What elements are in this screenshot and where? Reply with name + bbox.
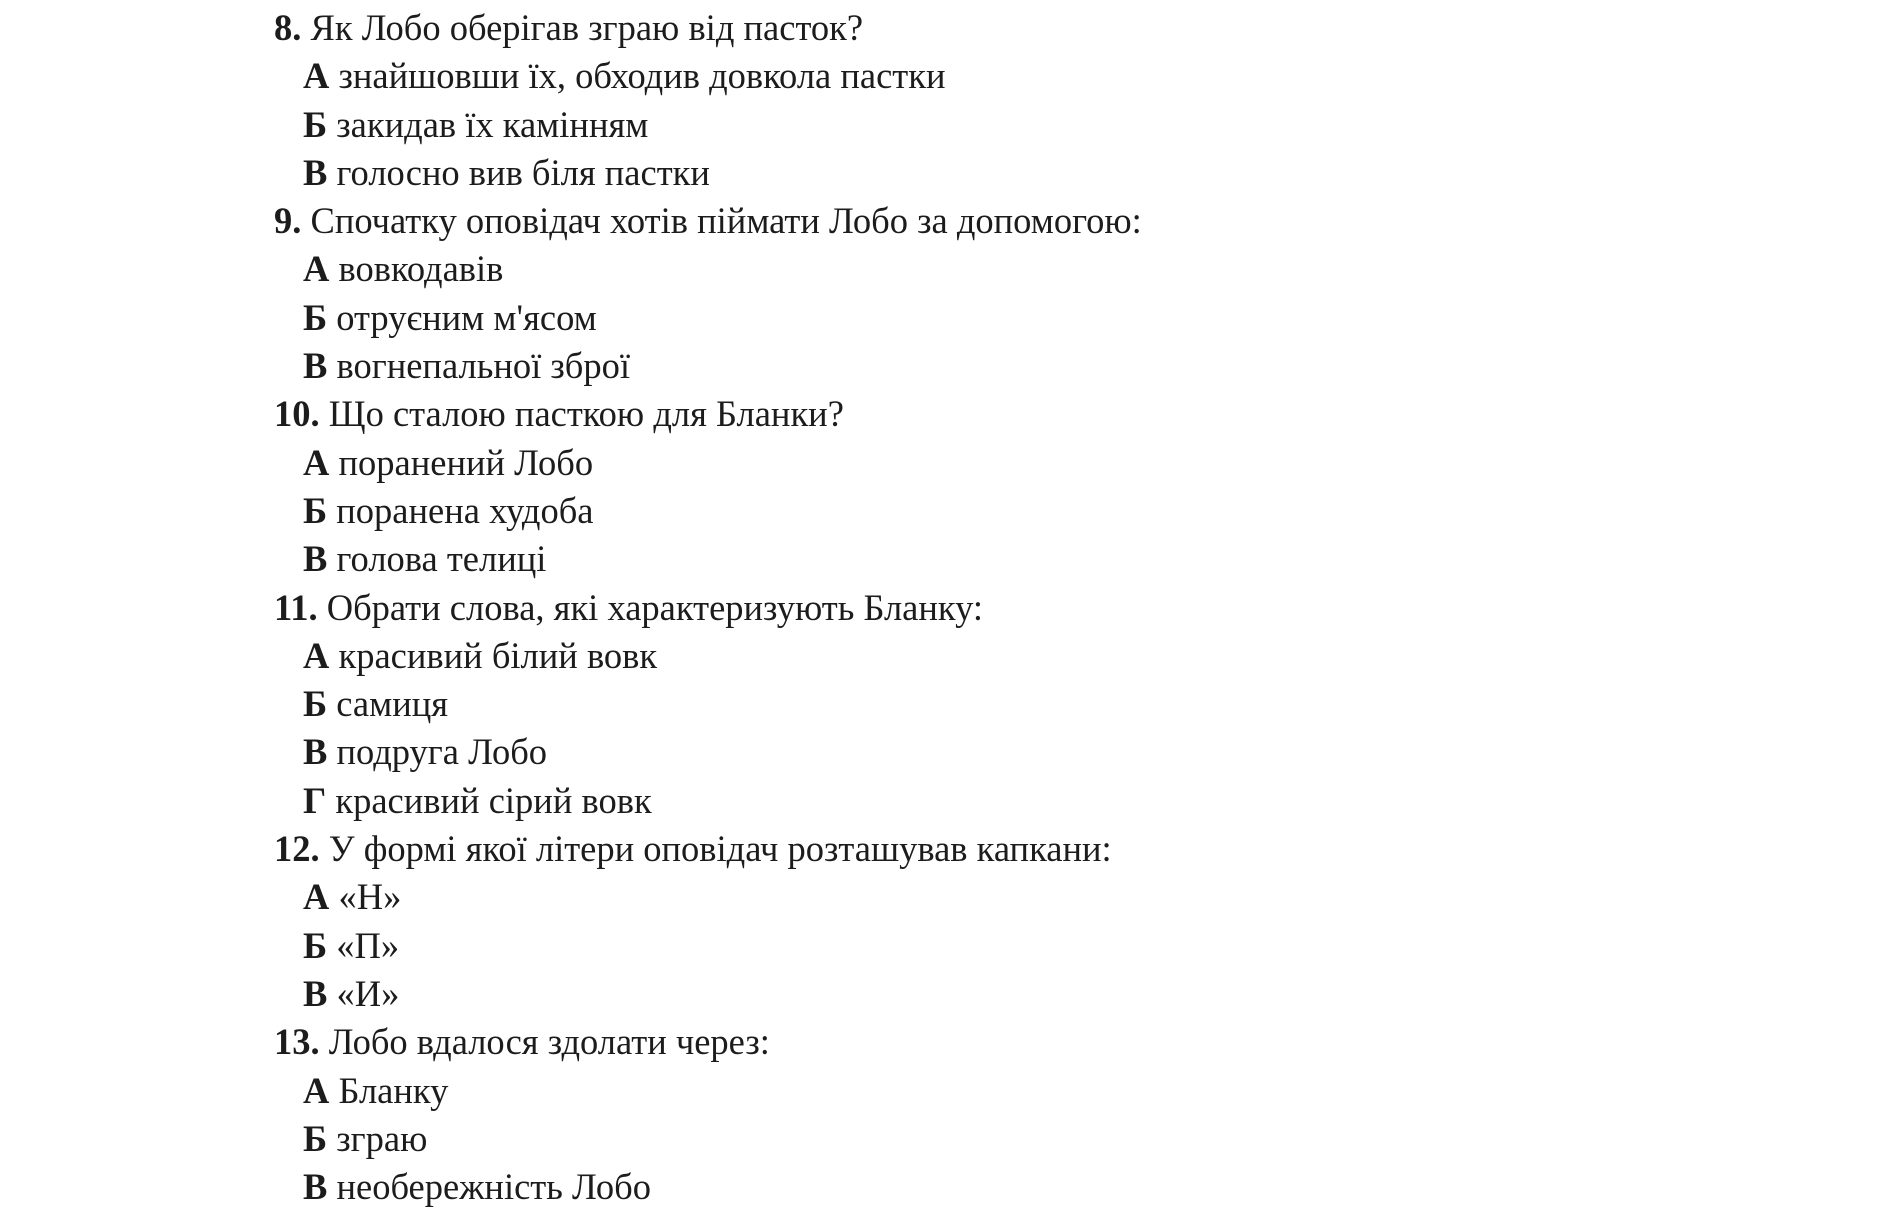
option-letter: В [303, 538, 328, 580]
question-12 [274, 825, 1834, 873]
answer-option [274, 1067, 1834, 1115]
question-text: Обрати слова, які характеризують Бланку: [326, 586, 984, 628]
option-letter: А [303, 248, 330, 290]
answer-option [274, 632, 1834, 680]
answer-option [274, 439, 1834, 487]
option-text: Бланку [338, 1069, 449, 1111]
answer-option [274, 245, 1834, 293]
option-text: необережність Лобо [336, 1166, 651, 1208]
option-letter: А [303, 876, 330, 918]
option-letter: Б [303, 1117, 328, 1159]
answer-option [274, 777, 1834, 825]
option-letter: Б [303, 296, 328, 338]
question-text: Лобо вдалося здолати через: [328, 1021, 770, 1063]
option-letter: Б [303, 103, 328, 145]
answer-option [274, 294, 1834, 342]
option-text: закидав їх камінням [336, 103, 649, 145]
question-text: Що сталою пасткою для Бланки? [328, 393, 844, 435]
option-text: вовкодавів [338, 248, 504, 290]
question-number: 13. [274, 1021, 320, 1063]
option-letter: В [303, 151, 328, 193]
question-text: Спочатку оповідач хотів піймати Лобо за допомогою: [310, 200, 1142, 242]
question-10 [274, 390, 1834, 438]
question-number: 8. [274, 7, 302, 48]
question-9 [274, 197, 1834, 245]
question-text: У формі якої літери оповідач розташував капкани: [328, 828, 1112, 870]
answer-option [274, 52, 1834, 100]
question-number: 12. [274, 828, 320, 870]
option-letter: В [303, 972, 328, 1014]
answer-option [274, 922, 1834, 970]
answer-option [274, 873, 1834, 921]
option-letter: А [303, 55, 330, 97]
quiz-document [274, 4, 1834, 1211]
option-letter: Б [303, 489, 328, 531]
answer-option [274, 970, 1834, 1018]
answer-option [274, 680, 1834, 728]
answer-option [274, 342, 1834, 390]
option-text: знайшовши їх, обходив довкола пастки [338, 55, 946, 97]
option-text: самиця [336, 683, 449, 725]
option-text: подруга Лобо [336, 731, 548, 773]
option-text: «П» [336, 924, 400, 966]
option-text: красивий білий вовк [338, 634, 658, 676]
option-letter: А [303, 1069, 330, 1111]
question-8 [274, 4, 1834, 52]
option-text: поранений Лобо [338, 441, 594, 483]
question-number: 10. [274, 393, 320, 435]
answer-option [274, 535, 1834, 583]
question-text: Як Лобо оберігав зграю від пасток? [310, 7, 864, 48]
option-text: «И» [336, 972, 400, 1014]
option-letter: А [303, 441, 330, 483]
answer-option [274, 149, 1834, 197]
question-13 [274, 1018, 1834, 1066]
option-text: отруєним м'ясом [336, 296, 597, 338]
option-text: вогнепальної зброї [336, 345, 631, 387]
option-letter: В [303, 731, 328, 773]
option-letter: Б [303, 683, 328, 725]
option-text: поранена худоба [336, 489, 594, 531]
option-letter: В [303, 345, 328, 387]
option-text: красивий сірий вовк [335, 779, 652, 821]
question-11 [274, 584, 1834, 632]
answer-option [274, 1115, 1834, 1163]
option-text: зграю [336, 1117, 428, 1159]
question-number: 11. [274, 586, 318, 628]
option-text: голова телиці [336, 538, 547, 580]
option-letter: А [303, 634, 330, 676]
answer-option [274, 487, 1834, 535]
option-letter: Б [303, 924, 328, 966]
option-letter: Г [303, 779, 327, 821]
option-letter: В [303, 1166, 328, 1208]
answer-option [274, 101, 1834, 149]
option-text: «Н» [338, 876, 402, 918]
question-number: 9. [274, 200, 302, 242]
option-text: голосно вив біля пастки [336, 151, 710, 193]
answer-option [274, 728, 1834, 776]
